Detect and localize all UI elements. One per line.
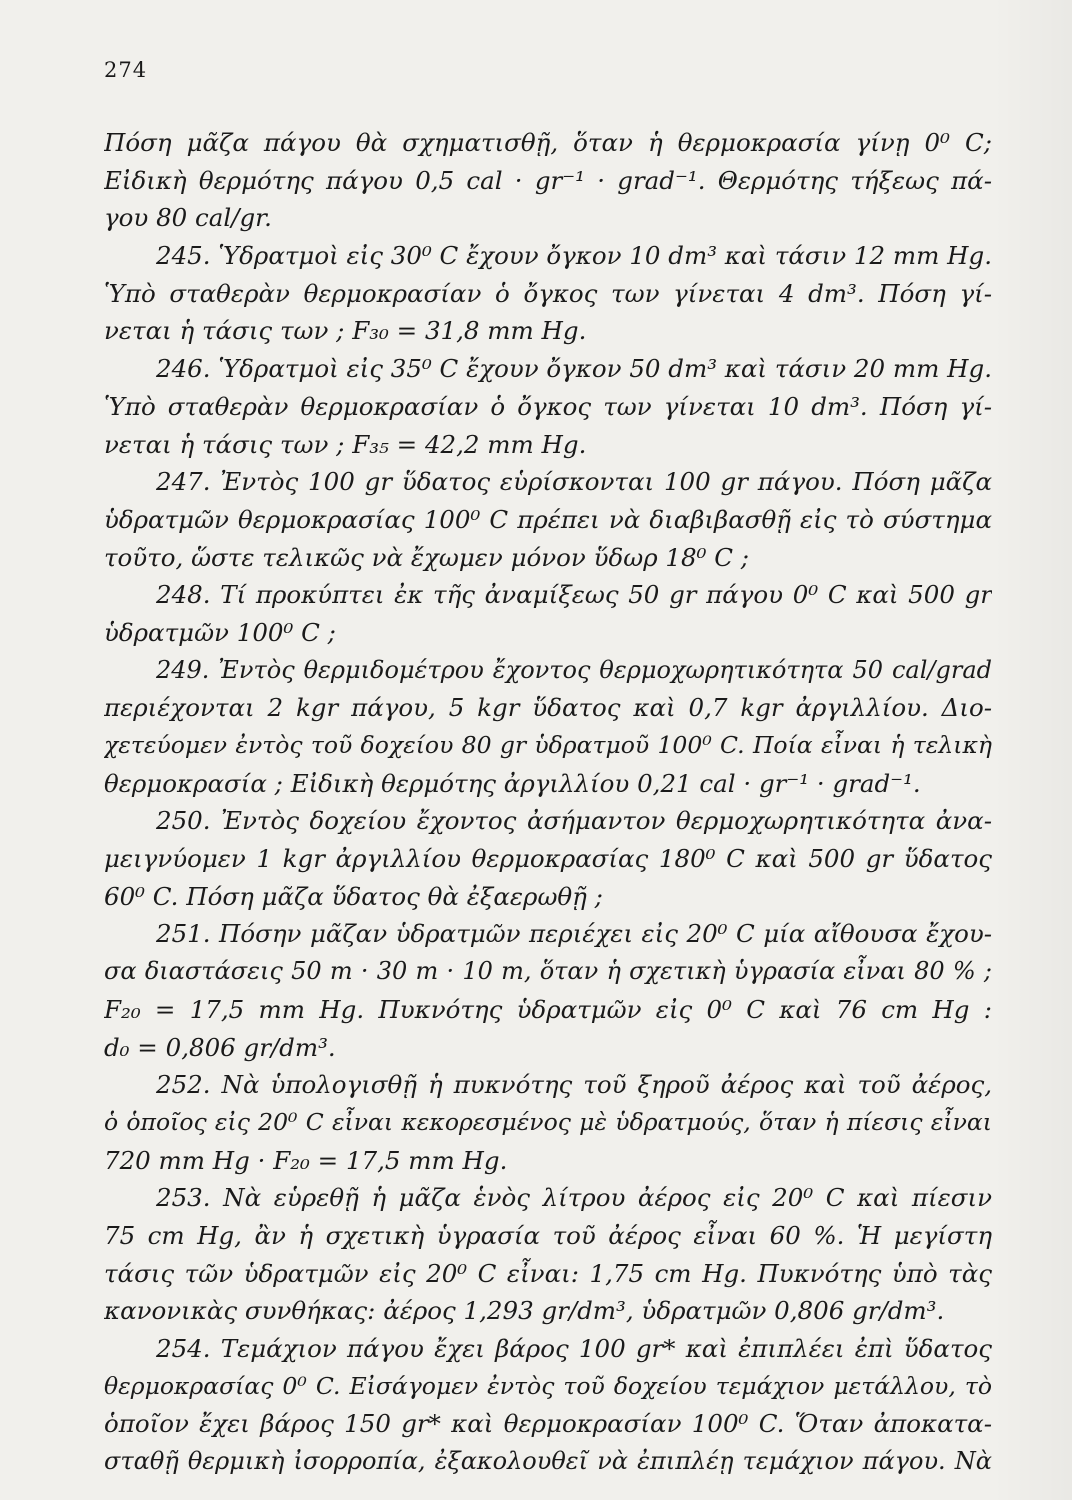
text-line: περιέχονται 2 kgr πάγου, 5 kgr ὕδατος καὶ 0,7 kgr ἀργιλλίου. Διο- [104,693,992,723]
text-line: νεται ἡ τάσις των ; F₃₀ = 31,8 mm Hg. [104,316,587,346]
text-line: d₀ = 0,806 gr/dm³. [104,1032,336,1062]
text-line: 247. Ἐντὸς 100 gr ὕδατος εὑρίσκονται 100 gr πάγου. Πόση μᾶζα [156,467,992,497]
text-line: ὁ ὁποῖος εἰς 20⁰ C εἶναι κεκορεσμένος μὲ ὑδρατμούς, ὅταν ἡ πίεσις εἶναι [104,1107,992,1136]
page-edge-shadow [992,0,1072,1500]
text-line: 720 mm Hg · F₂₀ = 17,5 mm Hg. [104,1145,508,1175]
text-line: χετεύομεν ἐντὸς τοῦ δοχείου 80 gr ὑδρατμοῦ 100⁰ C. Ποία εἶναι ἡ τελικὴ [104,731,992,759]
text-line: 246. Ὑδρατμοὶ εἰς 35⁰ C ἔχουν ὄγκον 50 dm³ καὶ τάσιν 20 mm Hg. [156,354,992,384]
text-line: νεται ἡ τάσις των ; F₃₅ = 42,2 mm Hg. [104,429,587,459]
text-line: γου 80 cal/gr. [104,203,272,233]
text-line: κανονικὰς συνθήκας: ἀέρος 1,293 gr/dm³, ὑδρατμῶν 0,806 gr/dm³. [104,1296,945,1326]
text-line: ὑδρατμῶν θερμοκρασίας 100⁰ C πρέπει νὰ διαβιβασθῇ εἰς τὸ σύστημα [104,504,992,534]
problem-text-block [104,124,992,1481]
text-line: τάσις τῶν ὑδρατμῶν εἰς 20⁰ C εἶναι: 1,75 cm Hg. Πυκνότης ὑπὸ τὰς [104,1258,992,1288]
text-line: μειγνύομεν 1 kgr ἀργιλλίου θερμοκρασίας 180⁰ C καὶ 500 gr ὕδατος [104,844,992,874]
text-line: ὑδρατμῶν 100⁰ C ; [104,617,336,647]
text-line: Εἰδικὴ θερμότης πάγου 0,5 cal · gr⁻¹ · grad⁻¹. Θερμότης τήξεως πά- [104,165,992,195]
text-line: Ὑπὸ σταθερὰν θερμοκρασίαν ὁ ὄγκος των γίνεται 4 dm³. Πόση γί- [104,278,992,308]
text-line: σταθῇ θερμικὴ ἰσορροπία, ἐξακολουθεῖ νὰ ἐπιπλέῃ τεμάχιον πάγου. Νὰ [104,1447,992,1476]
text-line: θερμοκρασίας 0⁰ C. Εἰσάγομεν ἐντὸς τοῦ δοχείου τεμάχιον μετάλλου, τὸ [104,1371,992,1400]
text-line: ὁποῖον ἔχει βάρος 150 gr* καὶ θερμοκρασίαν 100⁰ C. Ὅταν ἀποκατα- [104,1409,992,1439]
page-number: 274 [104,58,148,82]
text-line: Πόση μᾶζα πάγου θὰ σχηματισθῇ, ὅταν ἡ θερμοκρασία γίνῃ 0⁰ C; [104,128,992,157]
text-line: 249. Ἐντὸς θερμιδομέτρου ἔχοντος θερμοχωρητικότητα 50 cal/grad [156,655,992,684]
text-line: 75 cm Hg, ἂν ἡ σχετικὴ ὑγρασία τοῦ ἀέρος εἶναι 60 %. Ἡ μεγίστη [104,1220,992,1250]
text-line: 60⁰ C. Πόση μᾶζα ὕδατος θὰ ἐξαερωθῇ ; [104,881,603,911]
text-line: 254. Τεμάχιον πάγου ἔχει βάρος 100 gr* καὶ ἐπιπλέει ἐπὶ ὕδατος [156,1334,992,1363]
text-line: σα διαστάσεις 50 m · 30 m · 10 m, ὅταν ἡ σχετικὴ ὑγρασία εἶναι 80 % ; [104,957,992,986]
text-line: 251. Πόσην μᾶζαν ὑδρατμῶν περιέχει εἰς 20⁰ C μία αἴθουσα ἔχου- [156,919,992,949]
text-line: 253. Νὰ εὑρεθῇ ἡ μᾶζα ἑνὸς λίτρου ἀέρος εἰς 20⁰ C καὶ πίεσιν [156,1183,992,1213]
text-line: 250. Ἐντὸς δοχείου ἔχοντος ἀσήμαντον θερμοχωρητικότητα ἀνα- [156,806,992,836]
text-line: 252. Νὰ ὑπολογισθῇ ἡ πυκνότης τοῦ ξηροῦ ἀέρος καὶ τοῦ ἀέρος, [156,1070,992,1100]
text-line: Ὑπὸ σταθερὰν θερμοκρασίαν ὁ ὄγκος των γίνεται 10 dm³. Πόση γί- [104,391,992,421]
text-line: τοῦτο, ὥστε τελικῶς νὰ ἔχωμεν μόνον ὕδωρ 18⁰ C ; [104,542,749,572]
text-line: 248. Τί προκύπτει ἐκ τῆς ἀναμίξεως 50 gr πάγου 0⁰ C καὶ 500 gr [156,580,992,610]
text-line: 245. Ὑδρατμοὶ εἰς 30⁰ C ἔχουν ὄγκον 10 dm³ καὶ τάσιν 12 mm Hg. [156,241,992,271]
text-line: F₂₀ = 17,5 mm Hg. Πυκνότης ὑδρατμῶν εἰς 0⁰ C καὶ 76 cm Hg : [104,994,992,1024]
text-line: θερμοκρασία ; Εἰδικὴ θερμότης ἀργιλλίου 0,21 cal · gr⁻¹ · grad⁻¹. [104,768,921,798]
